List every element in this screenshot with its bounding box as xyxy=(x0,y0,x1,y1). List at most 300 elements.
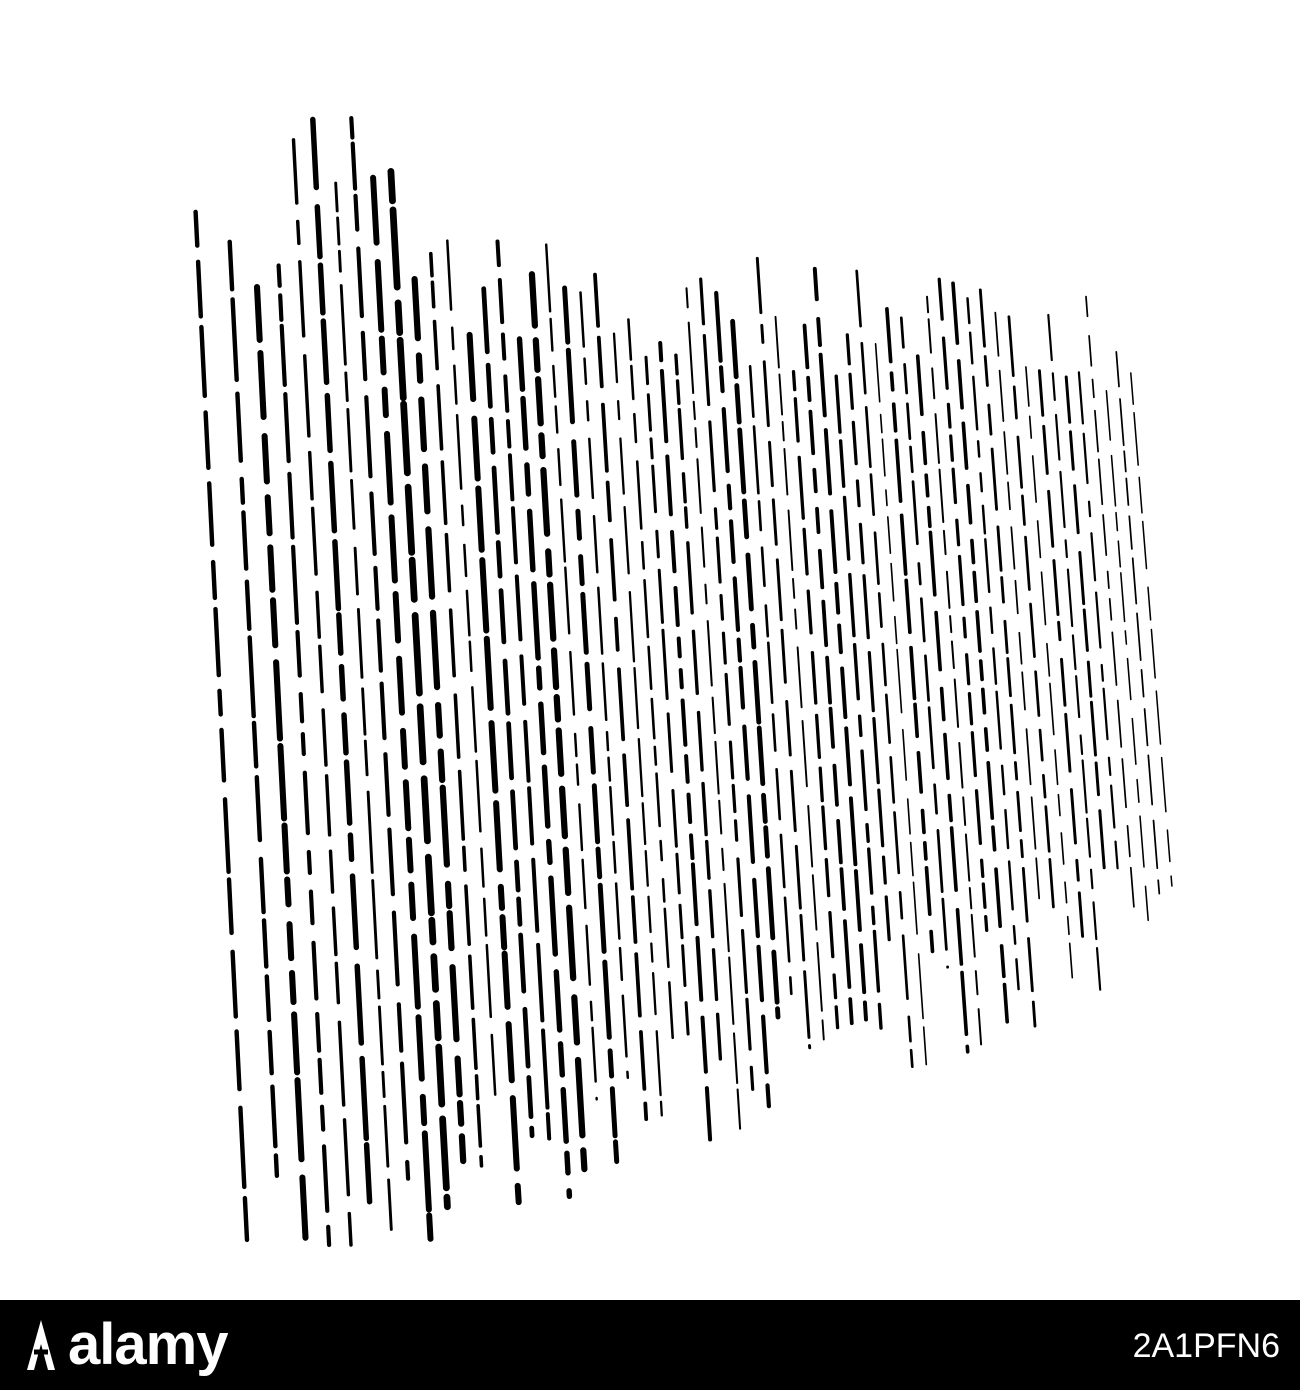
dash-segment xyxy=(501,887,502,908)
dash-segment xyxy=(649,647,652,689)
dash-segment xyxy=(452,328,453,349)
dash-segment xyxy=(525,722,528,781)
dash-segment xyxy=(481,849,483,887)
dash-segment xyxy=(605,962,610,1037)
dash-segment xyxy=(845,921,850,987)
dash-segment xyxy=(801,916,804,961)
dash-segment xyxy=(950,616,951,632)
dash-segment xyxy=(1140,816,1144,867)
dash-segment xyxy=(1116,352,1119,387)
dash-segment xyxy=(672,532,675,571)
dash-segment xyxy=(754,880,758,936)
dash-segment xyxy=(823,807,826,849)
dash-segment xyxy=(455,695,458,757)
dash-segment xyxy=(574,442,577,495)
dash-segment xyxy=(1075,486,1079,533)
dash-segment xyxy=(320,646,322,691)
dash-segment xyxy=(1108,572,1109,589)
dash-segment xyxy=(353,876,357,947)
dash-segment xyxy=(749,796,753,862)
dash-segment xyxy=(624,755,627,805)
dash-segment xyxy=(294,1014,297,1072)
dash-segment xyxy=(698,938,702,1000)
dash-segment xyxy=(577,765,578,785)
dash-segment xyxy=(1109,758,1110,775)
dash-segment xyxy=(591,729,594,773)
dash-segment xyxy=(348,409,351,471)
dash-segment xyxy=(986,729,988,750)
dash-segment xyxy=(579,804,582,850)
dash-segment xyxy=(1134,413,1138,465)
dash-segment xyxy=(233,299,237,380)
dash-segment xyxy=(432,282,433,306)
dash-segment xyxy=(790,978,791,994)
dash-segment xyxy=(222,730,225,780)
dash-segment xyxy=(1116,513,1117,531)
dash-segment xyxy=(505,661,508,713)
dash-segment xyxy=(484,289,488,352)
dash-segment xyxy=(1050,859,1054,907)
dash-segment xyxy=(739,640,740,661)
dash-segment xyxy=(773,500,776,544)
dash-segment xyxy=(966,835,969,881)
dash-segment xyxy=(1015,763,1016,779)
dash-segment xyxy=(541,435,542,456)
dash-segment xyxy=(753,625,754,647)
dash-segment xyxy=(532,274,535,325)
dash-segment xyxy=(867,825,868,842)
dash-segment xyxy=(1137,780,1139,803)
dash-segment xyxy=(583,594,587,652)
dash-segment xyxy=(460,1103,461,1124)
dash-segment xyxy=(313,508,317,574)
dash-segment xyxy=(995,313,998,356)
dash-segment xyxy=(562,789,565,836)
dash-segment xyxy=(557,697,558,719)
dash-segment xyxy=(625,507,629,573)
dash-segment xyxy=(657,774,660,826)
dash-segment xyxy=(533,860,537,931)
dash-segment xyxy=(488,365,490,406)
image-id: 2A1PFN6 xyxy=(1132,1327,1280,1365)
dash-segment xyxy=(620,439,623,494)
dash-segment xyxy=(676,355,677,374)
dash-segment xyxy=(365,741,367,775)
dash-segment xyxy=(603,405,607,471)
dash-segment xyxy=(1126,479,1128,506)
dash-segment xyxy=(392,517,395,580)
dash-segment xyxy=(425,1133,429,1209)
dash-segment xyxy=(814,470,816,492)
dash-segment xyxy=(201,327,204,396)
dash-segment xyxy=(841,869,844,909)
dash-segment xyxy=(1146,886,1149,920)
dash-segment xyxy=(538,379,541,423)
dash-segment xyxy=(351,118,352,137)
dash-segment xyxy=(411,885,413,918)
alamy-logo-mark-icon xyxy=(24,1316,58,1374)
dash-segment xyxy=(317,592,319,637)
dash-segment xyxy=(569,908,573,978)
dash-segment xyxy=(963,423,966,468)
dash-segment xyxy=(543,470,547,534)
dash-segment xyxy=(496,803,500,869)
dash-segment xyxy=(1019,633,1021,664)
dash-segment xyxy=(446,535,449,591)
dash-segment xyxy=(817,715,820,757)
dash-segment xyxy=(336,963,338,1002)
dash-segment xyxy=(636,954,640,1015)
dash-segment xyxy=(1106,391,1110,440)
dash-segment xyxy=(795,609,796,628)
dash-segment xyxy=(487,945,491,1017)
dash-segment xyxy=(931,932,932,952)
dash-segment xyxy=(733,321,737,376)
dash-segment xyxy=(477,761,481,831)
dash-segment xyxy=(250,638,254,717)
dash-segment xyxy=(958,910,962,964)
dash-segment xyxy=(754,427,758,494)
dash-segment xyxy=(464,545,466,576)
dash-segment xyxy=(926,475,928,496)
dash-segment xyxy=(818,319,820,345)
dash-segment xyxy=(949,796,951,821)
dash-segment xyxy=(501,591,504,642)
dash-segment xyxy=(454,366,456,404)
dash-segment xyxy=(808,378,810,400)
dash-segment xyxy=(1030,416,1032,438)
dash-segment xyxy=(270,547,272,589)
dash-segment xyxy=(339,251,340,271)
dash-segment xyxy=(505,376,507,410)
dash-segment xyxy=(543,1031,548,1108)
dash-segment xyxy=(808,806,812,867)
dash-segment xyxy=(744,501,746,537)
dash-segment xyxy=(311,892,313,924)
dash-segment xyxy=(805,326,808,368)
dash-segment xyxy=(770,442,773,485)
dash-segment xyxy=(265,436,267,481)
dash-segment xyxy=(341,286,345,365)
dash-segment xyxy=(371,494,374,554)
dash-segment xyxy=(957,520,959,545)
dash-segment xyxy=(869,653,873,711)
dash-segment xyxy=(481,1157,482,1166)
dash-segment xyxy=(973,377,977,429)
dash-segment xyxy=(781,835,784,887)
dash-segment xyxy=(716,293,720,361)
dash-segment xyxy=(1050,683,1054,734)
dash-segment xyxy=(651,944,652,962)
dash-segment xyxy=(762,325,763,342)
dash-segment xyxy=(683,946,685,986)
dash-segment xyxy=(474,419,477,479)
dash-segment xyxy=(289,474,292,538)
dash-segment xyxy=(257,777,260,840)
dash-segment xyxy=(378,262,382,330)
dash-segment xyxy=(556,407,558,433)
dash-segment xyxy=(655,747,656,765)
dash-segment xyxy=(874,719,878,783)
dash-segment xyxy=(981,661,982,679)
dash-segment xyxy=(1133,558,1137,603)
dash-segment xyxy=(634,414,636,442)
dash-segment xyxy=(529,1078,531,1117)
dash-segment xyxy=(637,462,641,529)
dash-segment xyxy=(294,140,297,203)
dash-segment xyxy=(287,880,288,905)
dash-segment xyxy=(633,897,636,942)
dash-segment xyxy=(276,1156,277,1176)
dash-segment xyxy=(419,1017,422,1078)
dash-segment xyxy=(478,489,481,550)
dash-segment xyxy=(860,716,861,735)
dash-segment xyxy=(1084,434,1088,483)
dash-segment xyxy=(881,415,882,433)
dash-segment xyxy=(847,335,849,364)
dash-segment xyxy=(945,735,948,779)
dash-segment xyxy=(342,667,344,699)
dash-segment xyxy=(1118,541,1120,567)
dash-segment xyxy=(681,670,682,687)
dash-segment xyxy=(548,1114,549,1138)
dash-segment xyxy=(853,422,856,463)
dash-segment xyxy=(810,412,813,454)
dash-segment xyxy=(398,303,400,333)
dash-segment xyxy=(927,868,930,914)
dash-segment xyxy=(782,630,785,682)
dash-segment xyxy=(320,1060,322,1093)
dash-segment xyxy=(808,591,811,633)
dash-segment xyxy=(598,588,602,654)
dash-segment xyxy=(768,869,773,938)
dash-segment xyxy=(435,322,438,369)
dash-segment xyxy=(327,776,330,835)
dash-segment xyxy=(549,842,550,863)
dash-segment xyxy=(616,884,619,939)
dash-segment xyxy=(1036,672,1039,716)
dash-segment xyxy=(391,171,393,201)
dash-segment xyxy=(1158,880,1159,893)
dash-segment xyxy=(953,283,957,343)
dash-segment xyxy=(879,1005,881,1029)
dash-segment xyxy=(603,664,606,720)
dash-segment xyxy=(865,1003,866,1020)
dash-segment xyxy=(662,371,666,441)
dash-segment xyxy=(1023,868,1027,921)
dash-segment xyxy=(645,580,649,637)
dash-segment xyxy=(589,439,593,498)
dash-segment xyxy=(914,882,918,934)
dash-segment xyxy=(261,859,264,912)
dash-segment xyxy=(676,588,678,625)
dash-segment xyxy=(470,956,473,1008)
dash-segment xyxy=(363,333,366,379)
dash-segment xyxy=(270,1032,272,1073)
dash-segment xyxy=(1148,755,1152,804)
dash-segment xyxy=(382,684,385,739)
dash-segment xyxy=(350,835,351,859)
dash-segment xyxy=(850,999,852,1023)
dash-segment xyxy=(385,754,388,815)
dash-segment xyxy=(292,973,294,1002)
dash-segment xyxy=(1073,635,1076,669)
dash-segment xyxy=(695,428,696,447)
dash-segment xyxy=(1029,939,1033,991)
dash-segment xyxy=(735,578,738,630)
dash-segment xyxy=(581,557,583,584)
dash-segment xyxy=(892,373,893,390)
dash-segment xyxy=(347,762,350,823)
dash-segment xyxy=(919,564,921,585)
dash-segment xyxy=(407,1162,408,1179)
dash-segment xyxy=(1036,858,1039,898)
dash-segment xyxy=(324,1146,327,1210)
dash-segment xyxy=(607,732,608,750)
dash-segment xyxy=(561,500,565,562)
dash-segment xyxy=(578,1060,582,1135)
dash-segment xyxy=(710,422,715,491)
dash-segment xyxy=(1062,659,1066,705)
dash-segment xyxy=(614,334,617,383)
dash-segment xyxy=(415,279,418,338)
dash-segment xyxy=(776,317,779,368)
dash-segment xyxy=(305,773,308,833)
dash-segment xyxy=(521,935,524,991)
dash-segment xyxy=(679,639,680,657)
dash-segment xyxy=(399,1004,402,1050)
dash-segment xyxy=(517,577,521,640)
dash-segment xyxy=(646,851,648,886)
dash-segment xyxy=(378,621,381,671)
dash-segment xyxy=(886,695,889,743)
dash-segment xyxy=(285,826,287,872)
dash-segment xyxy=(1070,432,1073,469)
dash-segment xyxy=(743,931,747,993)
dash-segment xyxy=(245,1198,247,1240)
dash-segment xyxy=(795,399,798,441)
dash-segment xyxy=(812,653,815,703)
dash-segment xyxy=(317,207,320,257)
dash-segment xyxy=(1104,689,1108,740)
dash-segment xyxy=(882,439,885,476)
dash-segment xyxy=(740,430,744,492)
dash-segment xyxy=(328,1227,329,1245)
dash-segment xyxy=(1002,946,1004,976)
dash-segment xyxy=(498,543,500,577)
dash-segment xyxy=(730,742,732,778)
dash-segment xyxy=(1002,766,1004,794)
dash-segment xyxy=(955,680,958,727)
dash-segment xyxy=(791,771,795,830)
dash-segment xyxy=(423,1097,424,1123)
dash-segment xyxy=(404,404,408,473)
dash-segment xyxy=(585,359,587,384)
dash-segment xyxy=(302,1178,305,1238)
dash-segment xyxy=(982,860,983,876)
dash-segment xyxy=(669,982,672,1037)
dash-segment xyxy=(936,613,940,670)
dash-segment xyxy=(972,541,974,563)
dash-segment xyxy=(599,338,602,387)
dash-segment xyxy=(688,543,692,613)
dash-segment xyxy=(862,343,866,393)
dash-segment xyxy=(641,1032,645,1089)
dash-segment xyxy=(1089,502,1090,517)
dash-segment xyxy=(1143,522,1147,569)
dash-segment xyxy=(869,849,872,893)
dash-segment xyxy=(1167,830,1170,861)
dash-segment xyxy=(517,862,519,890)
dash-segment xyxy=(614,842,616,872)
dash-segment xyxy=(1014,387,1016,418)
dash-segment xyxy=(1009,317,1013,376)
dash-segment xyxy=(240,1108,244,1187)
dash-segment xyxy=(861,945,864,992)
dash-segment xyxy=(751,1067,752,1089)
dash-segment xyxy=(906,580,910,632)
dash-segment xyxy=(738,1090,741,1129)
dash-segment xyxy=(704,336,708,405)
dash-segment xyxy=(594,516,597,572)
dash-segment xyxy=(438,386,442,449)
dash-segment xyxy=(1011,527,1014,569)
dash-segment xyxy=(703,784,706,835)
dash-segment xyxy=(412,560,414,599)
dash-segment xyxy=(1091,870,1092,889)
dash-segment xyxy=(891,564,894,601)
dash-segment xyxy=(1018,792,1021,830)
dash-segment xyxy=(230,242,232,289)
dash-segment xyxy=(1142,670,1144,697)
dash-segment xyxy=(470,642,472,671)
dash-segment xyxy=(544,767,547,826)
dash-segment xyxy=(470,335,474,399)
dash-segment xyxy=(979,1009,982,1044)
dash-segment xyxy=(1128,659,1131,700)
dash-segment xyxy=(612,1089,615,1136)
dash-segment xyxy=(373,881,377,958)
dash-segment xyxy=(997,692,1001,749)
dash-segment xyxy=(482,560,486,630)
dash-segment xyxy=(721,367,723,391)
dash-segment xyxy=(759,501,761,530)
dash-segment xyxy=(963,797,965,825)
dash-segment xyxy=(509,1024,512,1080)
dash-segment xyxy=(787,702,791,756)
dash-segment xyxy=(722,849,723,870)
dash-segment xyxy=(831,511,835,572)
dash-segment xyxy=(860,524,863,562)
dash-segment xyxy=(649,897,651,932)
dash-segment xyxy=(944,531,946,554)
dash-segment xyxy=(439,1047,442,1104)
dash-segment xyxy=(513,508,516,562)
dash-segment xyxy=(856,871,860,930)
dash-segment xyxy=(883,644,886,685)
dash-segment xyxy=(473,1020,476,1069)
dash-segment xyxy=(196,212,198,246)
dash-segment xyxy=(798,647,802,707)
dash-segment xyxy=(1027,729,1031,784)
dash-segment xyxy=(784,449,787,495)
dash-segment xyxy=(741,668,744,708)
dash-segment xyxy=(942,689,944,720)
dash-segment xyxy=(460,772,464,840)
dash-segment xyxy=(983,884,985,907)
dash-segment xyxy=(352,480,355,528)
dash-segment xyxy=(402,1064,406,1143)
